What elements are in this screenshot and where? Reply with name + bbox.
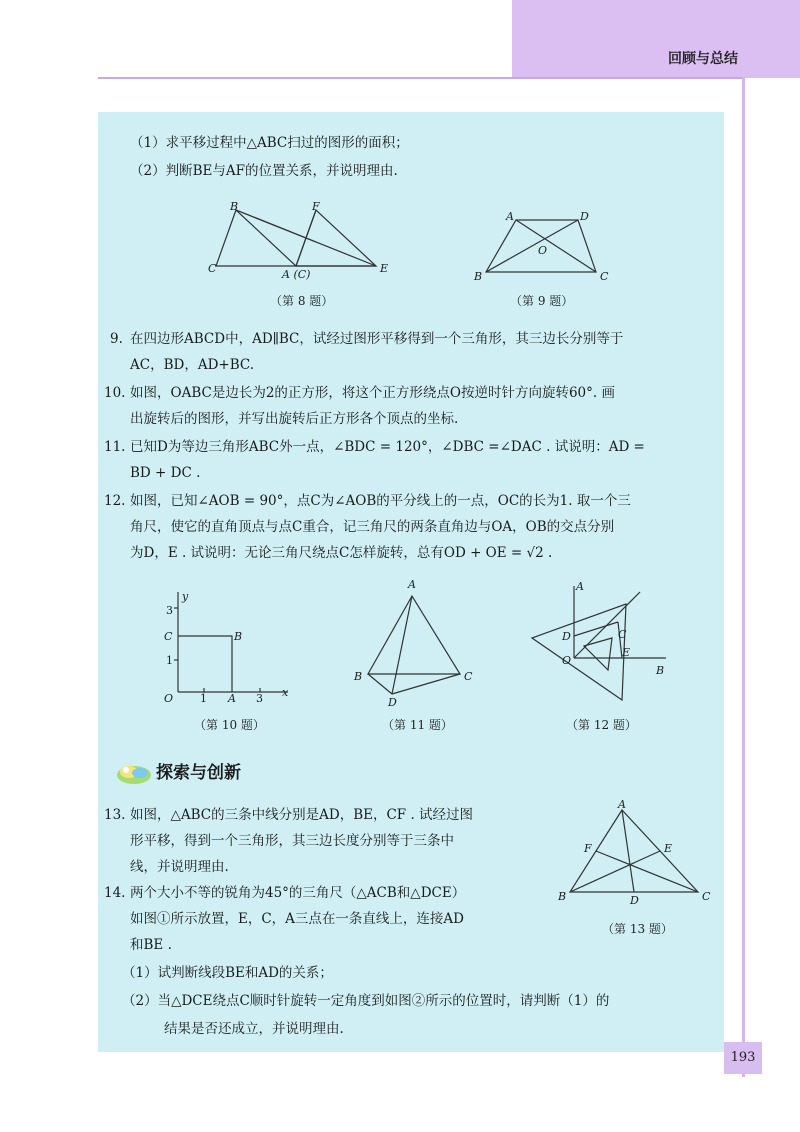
problem12-number: 12.	[104, 493, 126, 509]
figure-8	[206, 200, 396, 280]
fig12-label-O: O	[562, 654, 572, 667]
fig8-caption: （第 8 题）	[270, 294, 334, 308]
fig12-label-B: B	[656, 664, 665, 677]
fig12-label-C: C	[618, 628, 627, 641]
fig8-label-E: E	[380, 262, 389, 275]
problem12-line2: 角尺，使它的直角顶点与点C重合，记三角尺的两条直角边与OA，OB的交点分别	[130, 519, 615, 535]
margin-rule	[742, 77, 745, 1077]
fig11-caption: （第 11 题）	[382, 718, 453, 732]
fig8-label-C: C	[208, 262, 217, 275]
fig10-label-A: A	[228, 692, 236, 705]
fig13-label-C: C	[702, 890, 711, 903]
fig13-label-B: B	[558, 890, 567, 903]
fig12-label-D: D	[562, 630, 571, 643]
fig12-label-E: E	[622, 646, 631, 659]
header-tab	[512, 0, 800, 78]
fig12-caption: （第 12 题）	[566, 718, 637, 732]
fig10-tick-3y: 3	[166, 604, 173, 617]
problem14-part2-line2: 结果是否还成立，并说明理由.	[164, 1021, 344, 1037]
fig10-tick-3x: 3	[256, 692, 263, 705]
fig9-label-C: C	[600, 270, 609, 283]
fig11-label-B: B	[354, 670, 363, 683]
fig9-caption: （第 9 题）	[510, 294, 574, 308]
figure-12	[522, 578, 682, 708]
problem11-line2: BD + DC .	[130, 465, 201, 481]
fig10-label-O: O	[164, 692, 174, 705]
fig13-label-F: F	[584, 842, 592, 855]
problem13-line3: 线，并说明理由.	[130, 859, 229, 875]
fig13-label-A: A	[618, 800, 626, 811]
figure-10	[158, 588, 298, 708]
problem9-line2: AC，BD，AD+BC.	[130, 357, 255, 373]
problem14-part2-line1: （2）当△DCE绕点C顺时针旋转一定角度到如图②所示的位置时，请判断（1）的	[122, 993, 610, 1009]
problem8-part2: （2）判断BE与AF的位置关系，并说明理由.	[130, 163, 398, 179]
fig12-label-A: A	[576, 580, 584, 593]
fig10-tick-1y: 1	[166, 654, 173, 667]
page-number: 193	[730, 1050, 756, 1065]
fig11-label-A: A	[408, 578, 416, 591]
problem12-line1: 如图，已知∠AOB = 90°，点C为∠AOB的平分线上的一点，OC的长为1. 取一个三	[130, 493, 631, 509]
fig9-label-A: A	[506, 210, 514, 223]
fig10-label-y: y	[182, 590, 189, 603]
section-logo-icon	[114, 760, 154, 786]
fig11-label-C: C	[464, 670, 473, 683]
fig11-label-D: D	[388, 696, 397, 708]
problem11-number: 11.	[104, 439, 126, 455]
fig10-label-B: B	[234, 630, 243, 643]
fig8-label-AC: A (C)	[282, 268, 311, 280]
problem13-line1: 如图，△ABC的三条中线分别是AD，BE，CF . 试经过图	[130, 807, 474, 823]
problem12-line3: 为D，E . 试说明：无论三角尺绕点C怎样旋转，总有OD + OE = √2 .	[130, 545, 553, 561]
problem10-line1: 如图，OABC是边长为2的正方形，将这个正方形绕点O按逆时针方向旋转60°. 画	[130, 385, 615, 401]
fig9-label-O: O	[538, 244, 548, 257]
problem11-line1: 已知D为等边三角形ABC外一点，∠BDC = 120°，∠DBC =∠DAC . 试说明：AD =	[130, 439, 645, 455]
section-heading: 探索与创新	[156, 763, 241, 783]
fig10-caption: （第 10 题）	[194, 718, 265, 732]
fig13-label-E: E	[664, 842, 673, 855]
fig10-label-C: C	[164, 630, 173, 643]
fig13-caption: （第 13 题）	[602, 922, 673, 936]
fig9-label-D: D	[580, 210, 589, 223]
fig13-label-D: D	[630, 894, 639, 907]
problem14-line2: 如图①所示放置，E，C，A三点在一条直线上，连接AD	[130, 911, 465, 927]
figure-11	[350, 574, 480, 708]
problem14-part1: （1）试判断线段BE和AD的关系；	[122, 965, 333, 981]
fig8-label-B: B	[230, 200, 239, 213]
problem14-number: 14.	[104, 885, 126, 901]
problem13-number: 13.	[104, 807, 126, 823]
problem10-line2: 出旋转后的图形，并写出旋转后正方形各个顶点的坐标.	[130, 411, 459, 427]
problem8-part1: （1）求平移过程中△ABC扫过的图形的面积；	[130, 135, 409, 151]
figure-13	[558, 800, 718, 910]
content-panel	[98, 112, 724, 1052]
problem9-line1: 在四边形ABCD中，AD∥BC，试经过图形平移得到一个三角形，其三边长分别等于	[130, 331, 624, 347]
figure-9	[468, 206, 618, 286]
section-title: 回顾与总结	[668, 51, 738, 67]
fig10-label-x: x	[282, 686, 289, 699]
header-rule	[98, 77, 744, 79]
fig10-tick-1x: 1	[200, 692, 207, 705]
problem13-line2: 形平移，得到一个三角形，其三边长度分别等于三条中	[130, 833, 454, 849]
problem14-line3: 和BE .	[130, 937, 172, 953]
fig8-label-F: F	[312, 200, 320, 213]
problem14-line1: 两个大小不等的锐角为45°的三角尺（△ACB和△DCE）	[130, 885, 466, 901]
problem10-number: 10.	[104, 385, 126, 401]
fig9-label-B: B	[474, 270, 483, 283]
problem9-number: 9.	[110, 331, 123, 347]
